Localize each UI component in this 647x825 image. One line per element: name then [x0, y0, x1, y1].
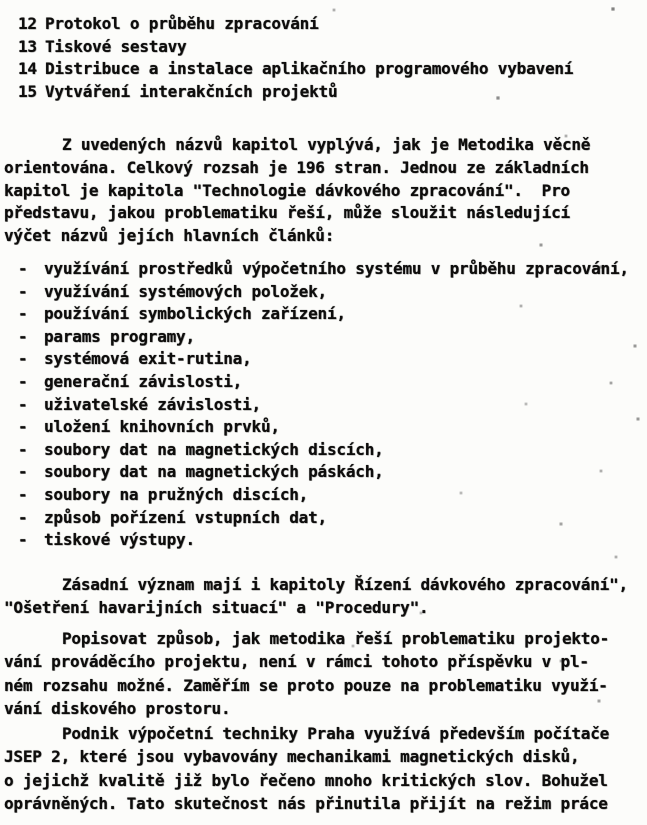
- list-bullet: -: [18, 349, 28, 369]
- list-bullet: -: [18, 462, 28, 482]
- list-item: [18, 461, 643, 484]
- chapter-title: Vytváření interakčních projektů: [45, 81, 338, 101]
- chapter-title: Tiskové sestavy: [45, 36, 187, 56]
- text-line: JSEP 2, které jsou vybavovány mechanikami magnetických disků,: [4, 747, 580, 767]
- list-item: [18, 484, 643, 507]
- list-item: [18, 371, 643, 394]
- text-line: Popisovat způsob, jak metodika řeší problematiku projekto-: [62, 629, 610, 648]
- list-bullet: -: [18, 507, 28, 527]
- text-line: oprávněných. Tato skutečnost nás přinutila přijít na režim práce: [4, 793, 608, 813]
- list-item: [18, 394, 643, 417]
- list-item: [18, 507, 643, 530]
- text-line: Z uvedených názvů kapitol vyplývá, jak je Metodika věcně: [62, 135, 591, 154]
- chapter-list-item: [18, 36, 643, 59]
- list-item: [18, 348, 643, 371]
- text-line: Podnik výpočetní techniky Praha využívá především počítače: [62, 724, 610, 743]
- list-item: [18, 416, 643, 439]
- list-item-text: params programy,: [44, 326, 195, 346]
- list-item-text: soubory dat na magnetických discích,: [44, 439, 384, 459]
- chapter-title: Protokol o průběhu zpracování: [45, 14, 319, 33]
- scan-noise: [0, 0, 2, 2]
- list-item-text: systémová exit-rutina,: [44, 349, 252, 369]
- list-item: [18, 303, 643, 326]
- paragraph-scope: [4, 627, 643, 720]
- chapter-list-item: [18, 58, 643, 81]
- list-item: [18, 281, 643, 304]
- text-line: představu, jakou problematiku řeší, může sloužit následující: [4, 203, 570, 223]
- text-line: kapitol je kapitola "Technologie dávkového zpracování". Pro: [4, 180, 570, 200]
- chapter-list-item: [18, 81, 643, 104]
- paragraph-intro: [4, 134, 643, 248]
- text-line: vání prováděcího projektu, není v rámci tohoto příspěvku v pl-: [4, 652, 589, 672]
- chapter-list: [18, 13, 643, 103]
- list-item-text: způsob pořízení vstupních dat,: [44, 507, 327, 527]
- list-bullet: -: [18, 281, 28, 301]
- list-bullet: -: [18, 484, 28, 504]
- text-line: vání diskového prostoru.: [4, 698, 231, 718]
- paragraph-chapters: [4, 573, 643, 619]
- chapter-number: 12: [18, 14, 37, 33]
- list-bullet: -: [18, 371, 28, 391]
- chapter-number: 14: [18, 59, 37, 78]
- list-bullet: -: [18, 417, 28, 437]
- chapter-title: Distribuce a instalace aplikačního programového vybavení: [45, 59, 574, 78]
- list-bullet: -: [18, 439, 28, 459]
- list-bullet: -: [18, 304, 28, 324]
- text-line: orientována. Celkový rozsah je 196 stran. Jednou ze základních: [4, 157, 589, 177]
- list-item-text: soubory na pružných discích,: [44, 484, 309, 504]
- chapter-number: 15: [18, 81, 37, 101]
- chapter-list-item: [18, 13, 643, 36]
- text-line: Zásadní význam mají i kapitoly Řízení dávkového zpracování",: [62, 575, 628, 594]
- list-item-text: generační závislosti,: [44, 371, 243, 391]
- text-line: o jejichž kvalitě již bylo řečeno mnoho kritických slov. Bohužel: [4, 770, 608, 790]
- list-bullet: -: [18, 326, 28, 346]
- list-item-text: tiskové výstupy.: [44, 530, 195, 550]
- list-bullet: -: [18, 259, 28, 278]
- chapter-number: 13: [18, 36, 37, 56]
- list-item-text: soubory dat na magnetických páskách,: [44, 462, 384, 482]
- list-item: [18, 326, 643, 349]
- list-bullet: -: [18, 394, 28, 414]
- list-item-text: uživatelské závislosti,: [44, 394, 261, 414]
- text-line: výčet názvů jejích hlavních článků:: [4, 226, 335, 246]
- list-item-text: využívání prostředků výpočetního systému v průběhu zpracování,: [44, 259, 629, 278]
- list-bullet: -: [18, 530, 28, 550]
- list-item: [18, 529, 643, 552]
- list-item-text: používání symbolických zařízení,: [44, 304, 346, 324]
- list-item-text: uložení knihovních prvků,: [44, 417, 280, 437]
- text-line: "Ošetření havarijních situací" a "Procedury".: [4, 598, 429, 617]
- paragraph-pvt: [4, 722, 643, 815]
- list-item: [18, 258, 643, 281]
- list-item-text: využívání systémových položek,: [44, 281, 327, 301]
- text-line: ném rozsahu možné. Zaměřím se proto pouze na problematiku využí-: [4, 675, 608, 695]
- list-item: [18, 439, 643, 462]
- article-list: [18, 258, 643, 552]
